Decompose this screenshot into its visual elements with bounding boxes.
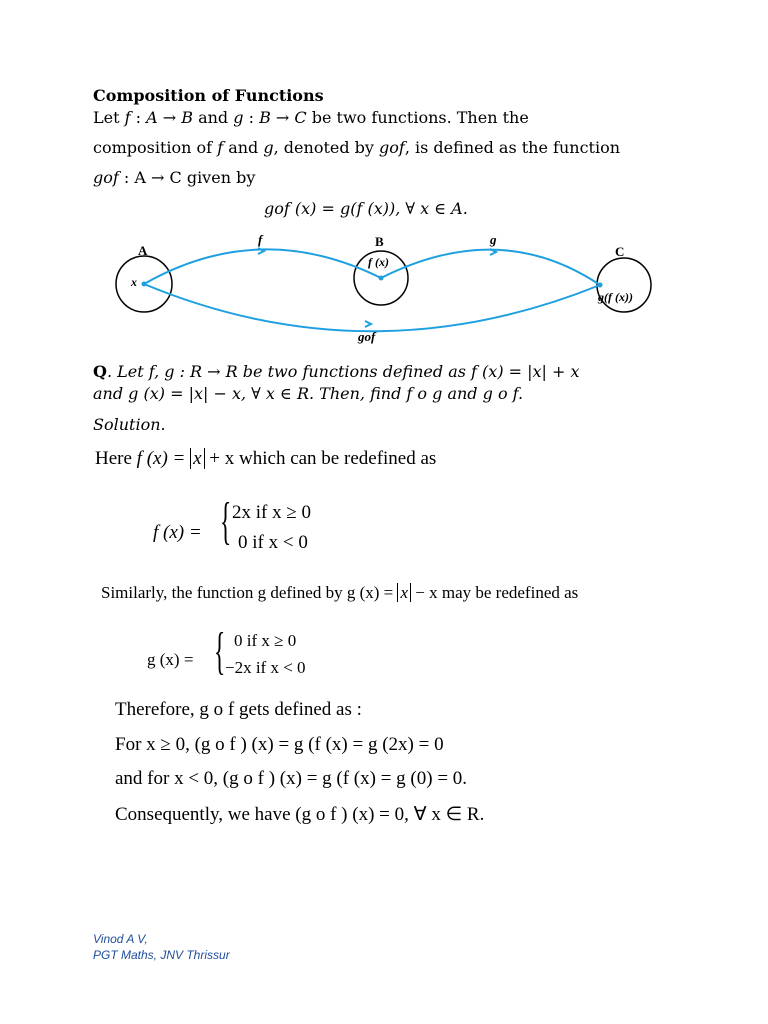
f-brace: { [220,493,232,550]
point-fx [379,276,384,281]
text: f [124,108,131,127]
question-line-1 [93,362,580,381]
question-line-2: and g (x) = |x| − x, ∀ x ∈ R. Then, find f o g and g o f. [93,384,524,403]
text: . Let f, g : R → R be two functions defined as f (x) = |x| + x [106,362,580,381]
f-case-2: 0 if x < 0 [238,532,308,553]
text: Similarly, the function g defined by g (x) = [101,583,398,602]
solution-label: Solution. [93,415,166,434]
text: be two functions. Then the [306,108,529,127]
composition-diagram [100,228,670,350]
text: A [146,108,158,127]
text: , is defined as the function [404,138,621,157]
similarly-line [101,583,578,603]
text: → [157,108,182,127]
text: composition of [93,138,218,157]
abs-x: x [397,583,411,602]
footer-author: Vinod A V, [93,932,148,946]
composition-formula: gof (x) = g(f (x)), ∀ x ∈ A. [264,199,468,218]
text: and [193,108,234,127]
footer-position: PGT Maths, JNV Thrissur [93,948,230,962]
f-arrow-curve [144,249,381,284]
label-g: g [490,232,497,247]
gof-arrowhead [365,321,371,327]
consequently-line: Consequently, we have (g o f ) (x) = 0, ∀ x ∈ R. [115,804,485,825]
g-lhs: g (x) = [147,650,194,669]
label-c: C [615,244,625,259]
text: g [233,108,244,127]
text: Let [93,108,125,127]
label-x: x [131,275,137,289]
point-x [142,282,147,287]
label-a: A [138,243,148,258]
text: + x which can be redefined as [204,448,437,469]
text: B [181,108,193,127]
text: f (x) = [136,448,191,469]
label-gof: gof [358,329,376,344]
definition-line-3 [93,168,255,187]
text: : [130,108,147,127]
text: gof [93,168,119,187]
text: f [217,138,224,157]
point-gfx [598,283,603,288]
here-line [95,448,436,470]
f-lhs: f (x) = [153,522,202,543]
text: gof [379,138,405,157]
g-brace: { [214,623,226,680]
g-case-2: −2x if x < 0 [225,658,306,677]
text: C [294,108,307,127]
page-title: Composition of Functions [93,86,324,105]
g-case-1: 0 if x ≥ 0 [234,631,297,650]
text: and [223,138,264,157]
label-f: f [258,232,263,247]
therefore-line: Therefore, g o f gets defined as : [115,699,362,720]
text: → [270,108,295,127]
for-nonneg-line: For x ≥ 0, (g o f ) (x) = g (f (x) = g (2x) = 0 [115,734,444,755]
text: : [243,108,260,127]
label-b: B [375,234,384,249]
label-fx: f (x) [368,255,389,269]
label-gfx: g(f (x)) [598,290,633,304]
for-neg-line: and for x < 0, (g o f ) (x) = g (f (x) = g (0) = 0. [115,768,468,789]
f-case-1: 2x if x ≥ 0 [232,502,312,523]
text: g [263,138,274,157]
definition-line-1 [93,108,529,127]
text: , denoted by [273,138,380,157]
question-label: Q [93,362,107,381]
text: B [259,108,271,127]
definition-line-2 [93,138,620,157]
text: : A → C given by [118,168,256,187]
abs-x: x [190,448,204,469]
text: − x may be redefined as [411,583,579,602]
text: Here [95,448,137,469]
